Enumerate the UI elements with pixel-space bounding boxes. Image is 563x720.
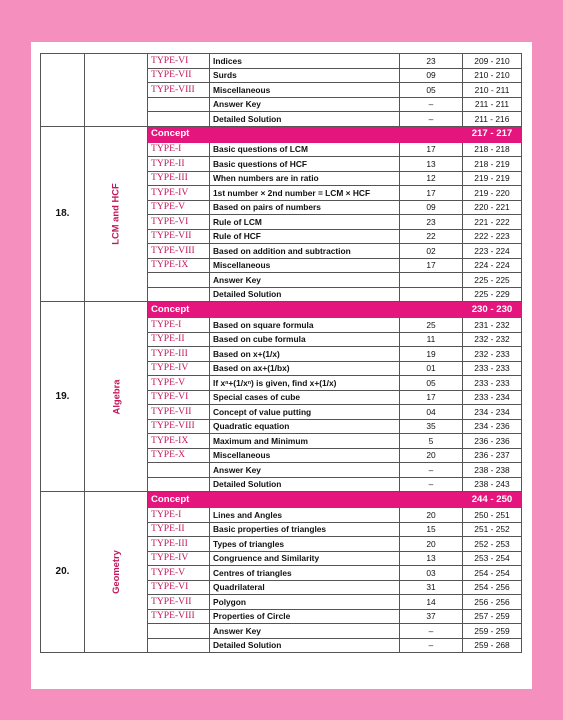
topic-cell: 1st number × 2nd number = LCM × HCF (210, 186, 400, 201)
type-cell: TYPE-VIII (148, 419, 210, 434)
topic-cell: Detailed Solution (210, 477, 400, 492)
question-count-cell: – (400, 638, 463, 653)
question-count-cell: 04 (400, 405, 463, 420)
type-cell: TYPE-VI (148, 390, 210, 405)
topic-cell: Basic properties of triangles (210, 522, 400, 537)
topic-cell: Miscellaneous (210, 83, 400, 98)
topic-cell: Rule of HCF (210, 229, 400, 244)
question-count-cell (400, 287, 463, 302)
type-cell: TYPE-V (148, 376, 210, 391)
page-range-cell: 219 - 220 (463, 186, 522, 201)
topic-cell: If xⁿ+(1/xⁿ) is given, find x+(1/x) (210, 376, 400, 391)
page-range-cell: 210 - 211 (463, 83, 522, 98)
page-range-cell: 253 - 254 (463, 551, 522, 566)
page-range-cell: 220 - 221 (463, 200, 522, 215)
question-count-cell: 23 (400, 215, 463, 230)
topic-cell: Based on pairs of numbers (210, 200, 400, 215)
concept-row (41, 492, 522, 508)
topic-cell: Detailed Solution (210, 287, 400, 302)
chapter-number-cell: 18. (41, 126, 85, 302)
page-range-cell: 251 - 252 (463, 522, 522, 537)
page-range-cell: 257 - 259 (463, 609, 522, 624)
question-count-cell: – (400, 112, 463, 127)
page-range-cell: 250 - 251 (463, 508, 522, 523)
type-cell (148, 624, 210, 639)
type-cell: TYPE-VIII (148, 83, 210, 98)
type-cell: TYPE-I (148, 318, 210, 333)
topic-cell: Types of triangles (210, 537, 400, 552)
page-range-cell: 233 - 233 (463, 376, 522, 391)
concept-label-cell: Concept (148, 302, 463, 318)
topic-cell: Surds (210, 68, 400, 83)
type-cell: TYPE-V (148, 566, 210, 581)
type-cell: TYPE-II (148, 332, 210, 347)
topic-cell: Miscellaneous (210, 448, 400, 463)
type-cell: TYPE-VI (148, 580, 210, 595)
page-range-cell: 218 - 218 (463, 142, 522, 157)
table-row (41, 54, 522, 69)
question-count-cell: 13 (400, 157, 463, 172)
page-range-cell: 252 - 253 (463, 537, 522, 552)
type-cell: TYPE-VI (148, 54, 210, 69)
type-cell: TYPE-II (148, 157, 210, 172)
question-count-cell: – (400, 624, 463, 639)
question-count-cell: 23 (400, 54, 463, 69)
type-cell: TYPE-III (148, 171, 210, 186)
chapter-number-cell: 19. (41, 302, 85, 492)
page-range-cell: 219 - 219 (463, 171, 522, 186)
question-count-cell: 20 (400, 448, 463, 463)
contents-table (40, 53, 522, 653)
concept-pages-cell: 230 - 230 (463, 302, 522, 318)
page-range-cell: 259 - 268 (463, 638, 522, 653)
type-cell (148, 477, 210, 492)
question-count-cell: 20 (400, 537, 463, 552)
concept-label-cell: Concept (148, 492, 463, 508)
topic-cell: Quadrilateral (210, 580, 400, 595)
question-count-cell: 35 (400, 419, 463, 434)
page-range-cell: 234 - 236 (463, 419, 522, 434)
chapter-number-cell: 20. (41, 492, 85, 653)
topic-cell: Rule of LCM (210, 215, 400, 230)
topic-cell: Based on addition and subtraction (210, 244, 400, 259)
question-count-cell: – (400, 97, 463, 112)
page-range-cell: 254 - 256 (463, 580, 522, 595)
question-count-cell: 37 (400, 609, 463, 624)
topic-cell: Maximum and Minimum (210, 434, 400, 449)
chapter-subject-label: Geometry (110, 550, 121, 594)
topic-cell: Detailed Solution (210, 638, 400, 653)
topic-cell: Indices (210, 54, 400, 69)
question-count-cell: 12 (400, 171, 463, 186)
question-count-cell: 09 (400, 68, 463, 83)
question-count-cell (400, 273, 463, 288)
topic-cell: Basic questions of HCF (210, 157, 400, 172)
page-range-cell: 211 - 211 (463, 97, 522, 112)
question-count-cell: 17 (400, 186, 463, 201)
question-count-cell: 11 (400, 332, 463, 347)
question-count-cell: 31 (400, 580, 463, 595)
topic-cell: Properties of Circle (210, 609, 400, 624)
chapter-subject-cell (85, 126, 148, 302)
question-count-cell: 05 (400, 83, 463, 98)
page-range-cell: 222 - 223 (463, 229, 522, 244)
concept-row (41, 126, 522, 142)
topic-cell: Detailed Solution (210, 112, 400, 127)
concept-label-cell: Concept (148, 126, 463, 142)
page-range-cell: 221 - 222 (463, 215, 522, 230)
question-count-cell: 03 (400, 566, 463, 581)
type-cell: TYPE-IV (148, 186, 210, 201)
page-range-cell: 238 - 243 (463, 477, 522, 492)
topic-cell: Congruence and Similarity (210, 551, 400, 566)
type-cell: TYPE-VIII (148, 244, 210, 259)
topic-cell: Polygon (210, 595, 400, 610)
type-cell: TYPE-I (148, 508, 210, 523)
type-cell: TYPE-VII (148, 229, 210, 244)
type-cell (148, 273, 210, 288)
page-range-cell: 225 - 225 (463, 273, 522, 288)
chapter-subject-cell (85, 492, 148, 653)
chapter-subject-label: LCM and HCF (109, 183, 121, 245)
topic-cell: Concept of value putting (210, 405, 400, 420)
question-count-cell: 01 (400, 361, 463, 376)
topic-cell: Lines and Angles (210, 508, 400, 523)
chapter-subject-cell (85, 54, 148, 127)
question-count-cell: – (400, 477, 463, 492)
type-cell: TYPE-V (148, 200, 210, 215)
topic-cell: Answer Key (210, 624, 400, 639)
topic-cell: Based on cube formula (210, 332, 400, 347)
type-cell (148, 638, 210, 653)
page-range-cell: 238 - 238 (463, 463, 522, 478)
chapter-subject-cell (85, 302, 148, 492)
question-count-cell: – (400, 463, 463, 478)
type-cell (148, 112, 210, 127)
chapter-subject-label: Algebra (110, 379, 121, 414)
page-range-cell: 218 - 219 (463, 157, 522, 172)
page-range-cell: 231 - 232 (463, 318, 522, 333)
type-cell: TYPE-VII (148, 68, 210, 83)
chapter-number-cell (41, 54, 85, 127)
question-count-cell: 14 (400, 595, 463, 610)
type-cell: TYPE-IV (148, 551, 210, 566)
type-cell: TYPE-IV (148, 361, 210, 376)
question-count-cell: 20 (400, 508, 463, 523)
question-count-cell: 25 (400, 318, 463, 333)
topic-cell: Answer Key (210, 463, 400, 478)
type-cell: TYPE-X (148, 448, 210, 463)
concept-row (41, 302, 522, 318)
topic-cell: Basic questions of LCM (210, 142, 400, 157)
concept-pages-cell: 244 - 250 (463, 492, 522, 508)
type-cell (148, 463, 210, 478)
topic-cell: Based on square formula (210, 318, 400, 333)
topic-cell: Miscellaneous (210, 258, 400, 273)
page-range-cell: 234 - 234 (463, 405, 522, 420)
type-cell: TYPE-III (148, 347, 210, 362)
page-range-cell: 224 - 224 (463, 258, 522, 273)
type-cell: TYPE-VII (148, 405, 210, 420)
question-count-cell: 15 (400, 522, 463, 537)
type-cell (148, 97, 210, 112)
question-count-cell: 17 (400, 142, 463, 157)
page-range-cell: 211 - 216 (463, 112, 522, 127)
page-range-cell: 256 - 256 (463, 595, 522, 610)
page-range-cell: 210 - 210 (463, 68, 522, 83)
topic-cell: Centres of triangles (210, 566, 400, 581)
topic-cell: Quadratic equation (210, 419, 400, 434)
concept-pages-cell: 217 - 217 (463, 126, 522, 142)
contents-page (31, 42, 532, 689)
topic-cell: When numbers are in ratio (210, 171, 400, 186)
type-cell: TYPE-VI (148, 215, 210, 230)
question-count-cell: 17 (400, 390, 463, 405)
topic-cell: Special cases of cube (210, 390, 400, 405)
question-count-cell: 5 (400, 434, 463, 449)
page-range-cell: 236 - 237 (463, 448, 522, 463)
question-count-cell: 13 (400, 551, 463, 566)
topic-cell: Based on ax+(1/bx) (210, 361, 400, 376)
type-cell: TYPE-II (148, 522, 210, 537)
page-range-cell: 259 - 259 (463, 624, 522, 639)
page-range-cell: 225 - 229 (463, 287, 522, 302)
question-count-cell: 19 (400, 347, 463, 362)
type-cell: TYPE-VII (148, 595, 210, 610)
question-count-cell: 22 (400, 229, 463, 244)
type-cell: TYPE-I (148, 142, 210, 157)
type-cell: TYPE-III (148, 537, 210, 552)
type-cell: TYPE-VIII (148, 609, 210, 624)
question-count-cell: 05 (400, 376, 463, 391)
type-cell: TYPE-IX (148, 434, 210, 449)
topic-cell: Answer Key (210, 97, 400, 112)
page-range-cell: 254 - 254 (463, 566, 522, 581)
question-count-cell: 17 (400, 258, 463, 273)
type-cell (148, 287, 210, 302)
page-range-cell: 223 - 224 (463, 244, 522, 259)
type-cell: TYPE-IX (148, 258, 210, 273)
question-count-cell: 09 (400, 200, 463, 215)
topic-cell: Based on x+(1/x) (210, 347, 400, 362)
topic-cell: Answer Key (210, 273, 400, 288)
page-range-cell: 233 - 234 (463, 390, 522, 405)
page-range-cell: 209 - 210 (463, 54, 522, 69)
page-range-cell: 233 - 233 (463, 361, 522, 376)
page-range-cell: 236 - 236 (463, 434, 522, 449)
question-count-cell: 02 (400, 244, 463, 259)
page-range-cell: 232 - 232 (463, 332, 522, 347)
page-range-cell: 232 - 233 (463, 347, 522, 362)
